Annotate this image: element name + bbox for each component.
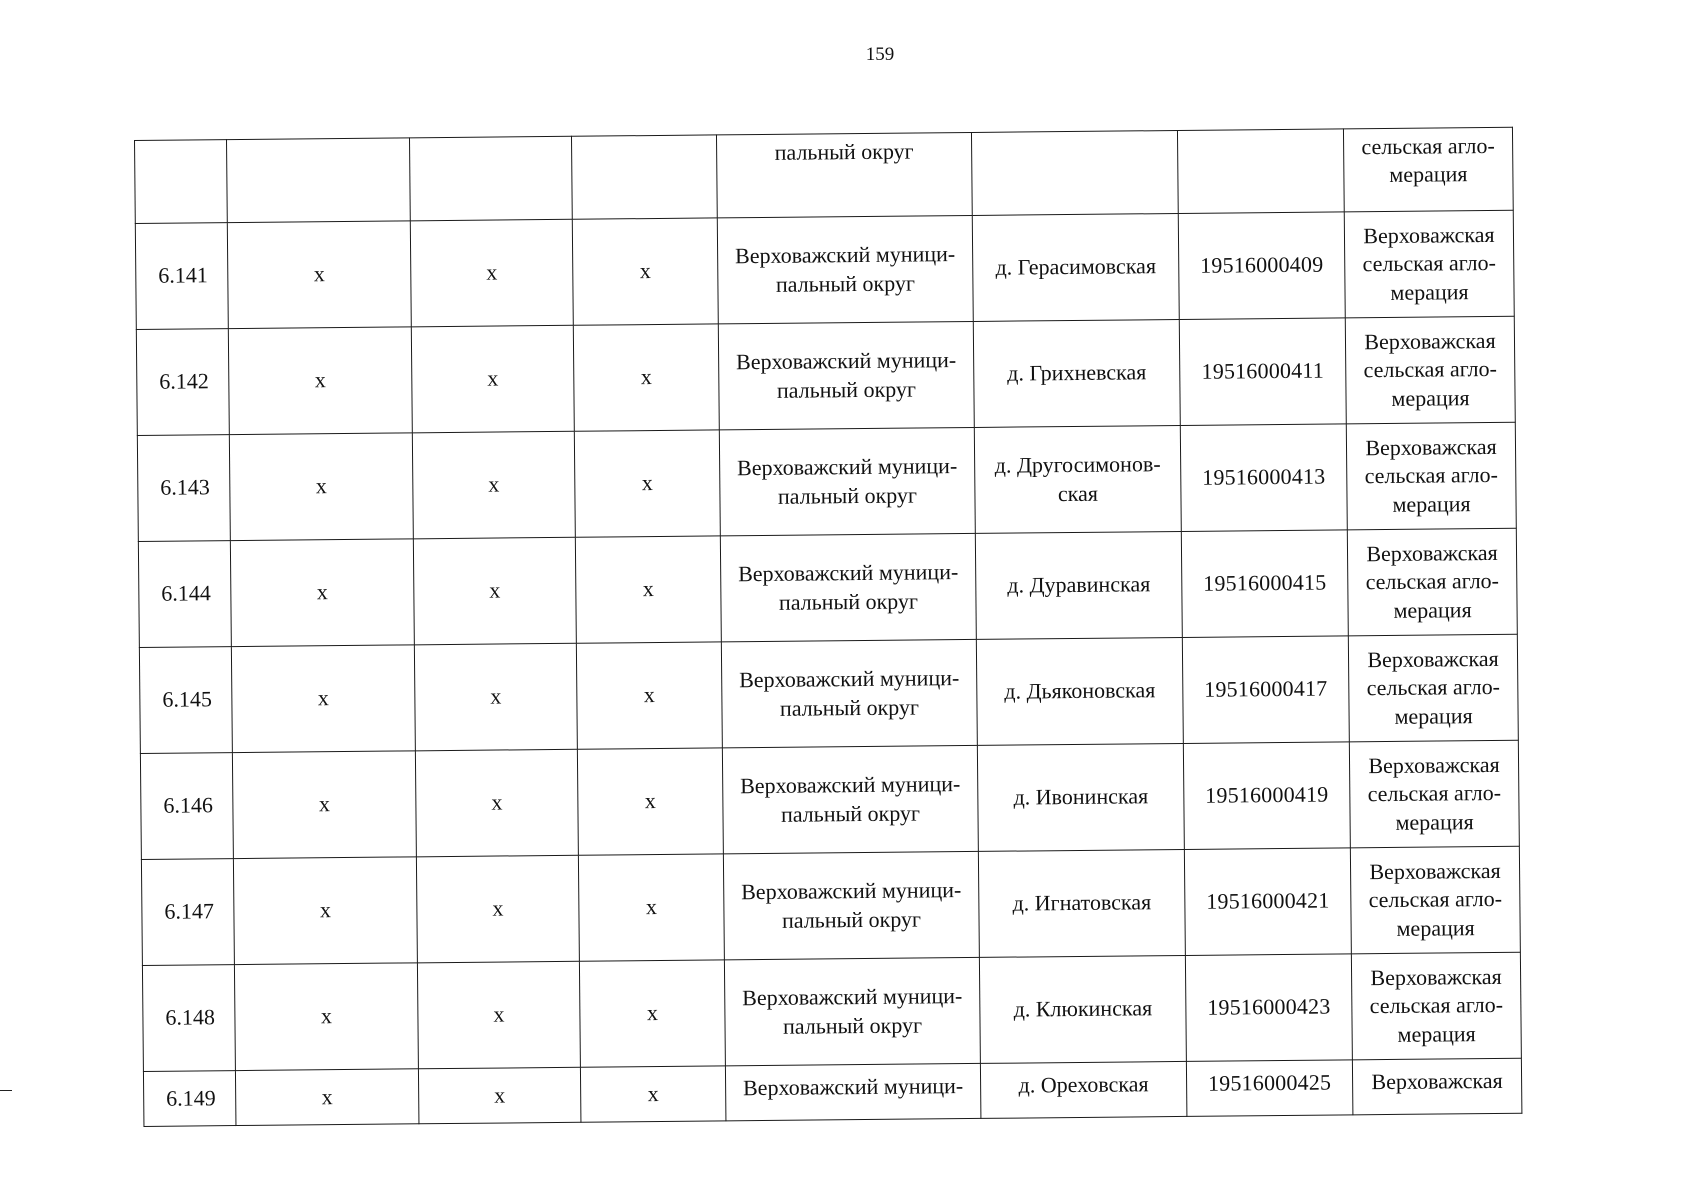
- cell-c3: х: [418, 1067, 581, 1124]
- cell-num: 6.142: [136, 329, 229, 436]
- cell-num: [135, 140, 228, 224]
- cell-c2: х: [233, 857, 417, 965]
- cell-agglomeration: Верховажская сельская агло- мерация: [1347, 528, 1517, 636]
- cell-c3: х: [411, 325, 574, 433]
- cell-code: 19516000415: [1181, 530, 1348, 638]
- table-row: [135, 210, 1514, 329]
- cell-code: 19516000423: [1185, 954, 1352, 1062]
- cell-agglomeration: Верховажская сельская агло- мерация: [1350, 846, 1520, 954]
- cell-settlement: д. Клюкинская: [979, 955, 1186, 1063]
- cell-agglomeration: Верховажская сельская агло- мерация: [1346, 422, 1516, 530]
- cell-district: пальный округ: [716, 132, 972, 217]
- cell-district: Верховажский муници- пальный округ: [724, 957, 980, 1065]
- cell-code: 19516000411: [1179, 318, 1346, 426]
- cell-num: 6.148: [142, 965, 235, 1072]
- cell-agglomeration: Верховажская сельская агло- мерация: [1351, 952, 1521, 1060]
- page-number: 159: [865, 44, 895, 65]
- cell-agglomeration: Верховажская сельская агло- мерация: [1345, 316, 1515, 424]
- cell-district: Верховажский муници- пальный округ: [719, 427, 975, 535]
- cell-settlement: д. Грихневская: [973, 319, 1180, 427]
- cell-settlement: д. Дуравинская: [975, 531, 1182, 639]
- continuation-row: [135, 127, 1514, 223]
- cell-c2: х: [229, 433, 413, 541]
- cell-district: Верховажский муници- пальный округ: [717, 215, 973, 323]
- cell-c4: х: [572, 218, 718, 325]
- cell-code: [1177, 129, 1344, 214]
- cell-c2: х: [228, 327, 412, 435]
- cell-c3: х: [414, 643, 577, 751]
- cell-district: Верховажский муници-: [725, 1063, 981, 1120]
- cell-c4: х: [577, 748, 723, 855]
- cell-agglomeration: сельская агло- мерация: [1343, 127, 1513, 212]
- cell-district: Верховажский муници- пальный округ: [720, 533, 976, 641]
- cell-num: 6.147: [141, 859, 234, 966]
- cell-c4: х: [578, 854, 724, 961]
- cell-settlement: д. Игнатовская: [978, 849, 1185, 957]
- cell-settlement: д. Ореховская: [980, 1061, 1187, 1118]
- cell-settlement: д. Герасимовская: [972, 213, 1179, 321]
- cell-settlement: д. Дьяконовская: [976, 637, 1183, 745]
- cell-code: 19516000419: [1183, 742, 1350, 850]
- cell-code: 19516000413: [1180, 424, 1347, 532]
- cell-num: 6.141: [135, 223, 228, 330]
- cell-agglomeration: Верховажская: [1352, 1058, 1522, 1115]
- cell-agglomeration: Верховажская сельская агло- мерация: [1348, 634, 1518, 742]
- cell-c4: х: [580, 1066, 726, 1122]
- cell-c4: х: [576, 642, 722, 749]
- table-row: [136, 316, 1515, 435]
- table-row: [137, 422, 1516, 541]
- cell-district: Верховажский муници- пальный округ: [718, 321, 974, 429]
- cell-code: 19516000421: [1184, 848, 1351, 956]
- cell-c4: х: [579, 960, 725, 1067]
- cell-code: 19516000425: [1186, 1060, 1353, 1117]
- cell-c4: х: [575, 536, 721, 643]
- cell-c2: х: [234, 963, 418, 1071]
- table-row: [139, 634, 1518, 753]
- cell-agglomeration: Верховажская сельская агло- мерация: [1344, 210, 1514, 318]
- cell-c3: х: [412, 431, 575, 539]
- cell-c4: х: [573, 324, 719, 431]
- cell-num: 6.146: [140, 753, 233, 860]
- cell-code: 19516000409: [1178, 212, 1345, 320]
- cell-district: Верховажский муници- пальный округ: [721, 639, 977, 747]
- cell-c3: х: [410, 219, 573, 327]
- cell-c2: х: [227, 221, 411, 329]
- cell-c3: х: [416, 855, 579, 963]
- cell-num: 6.145: [139, 647, 232, 754]
- cell-c2: [227, 138, 411, 223]
- cell-settlement: [971, 130, 1178, 215]
- cell-code: 19516000417: [1182, 636, 1349, 744]
- cell-settlement: д. Другосимонов- ская: [974, 425, 1181, 533]
- cell-district: Верховажский муници- пальный округ: [723, 851, 979, 959]
- cell-num: 6.144: [138, 541, 231, 648]
- table-row: [141, 846, 1520, 965]
- cell-district: Верховажский муници- пальный округ: [722, 745, 978, 853]
- table-row: [142, 952, 1521, 1071]
- cell-c2: х: [231, 645, 415, 753]
- cell-c3: х: [417, 961, 580, 1069]
- table-row: [140, 740, 1519, 859]
- cell-num: 6.149: [143, 1071, 236, 1127]
- cell-c3: х: [415, 749, 578, 857]
- cell-c2: х: [230, 539, 414, 647]
- cell-settlement: д. Ивонинская: [977, 743, 1184, 851]
- cell-c4: х: [574, 430, 720, 537]
- cell-num: 6.143: [137, 435, 230, 542]
- cell-c2: х: [232, 751, 416, 859]
- settlements-table: [134, 127, 1522, 1127]
- table-row: [138, 528, 1517, 647]
- table-body: [135, 127, 1522, 1126]
- cell-c2: х: [235, 1069, 419, 1126]
- cell-c3: [409, 136, 572, 221]
- cell-c4: [571, 135, 717, 219]
- cell-c3: х: [413, 537, 576, 645]
- margin-mark: [0, 1090, 12, 1091]
- cell-agglomeration: Верховажская сельская агло- мерация: [1349, 740, 1519, 848]
